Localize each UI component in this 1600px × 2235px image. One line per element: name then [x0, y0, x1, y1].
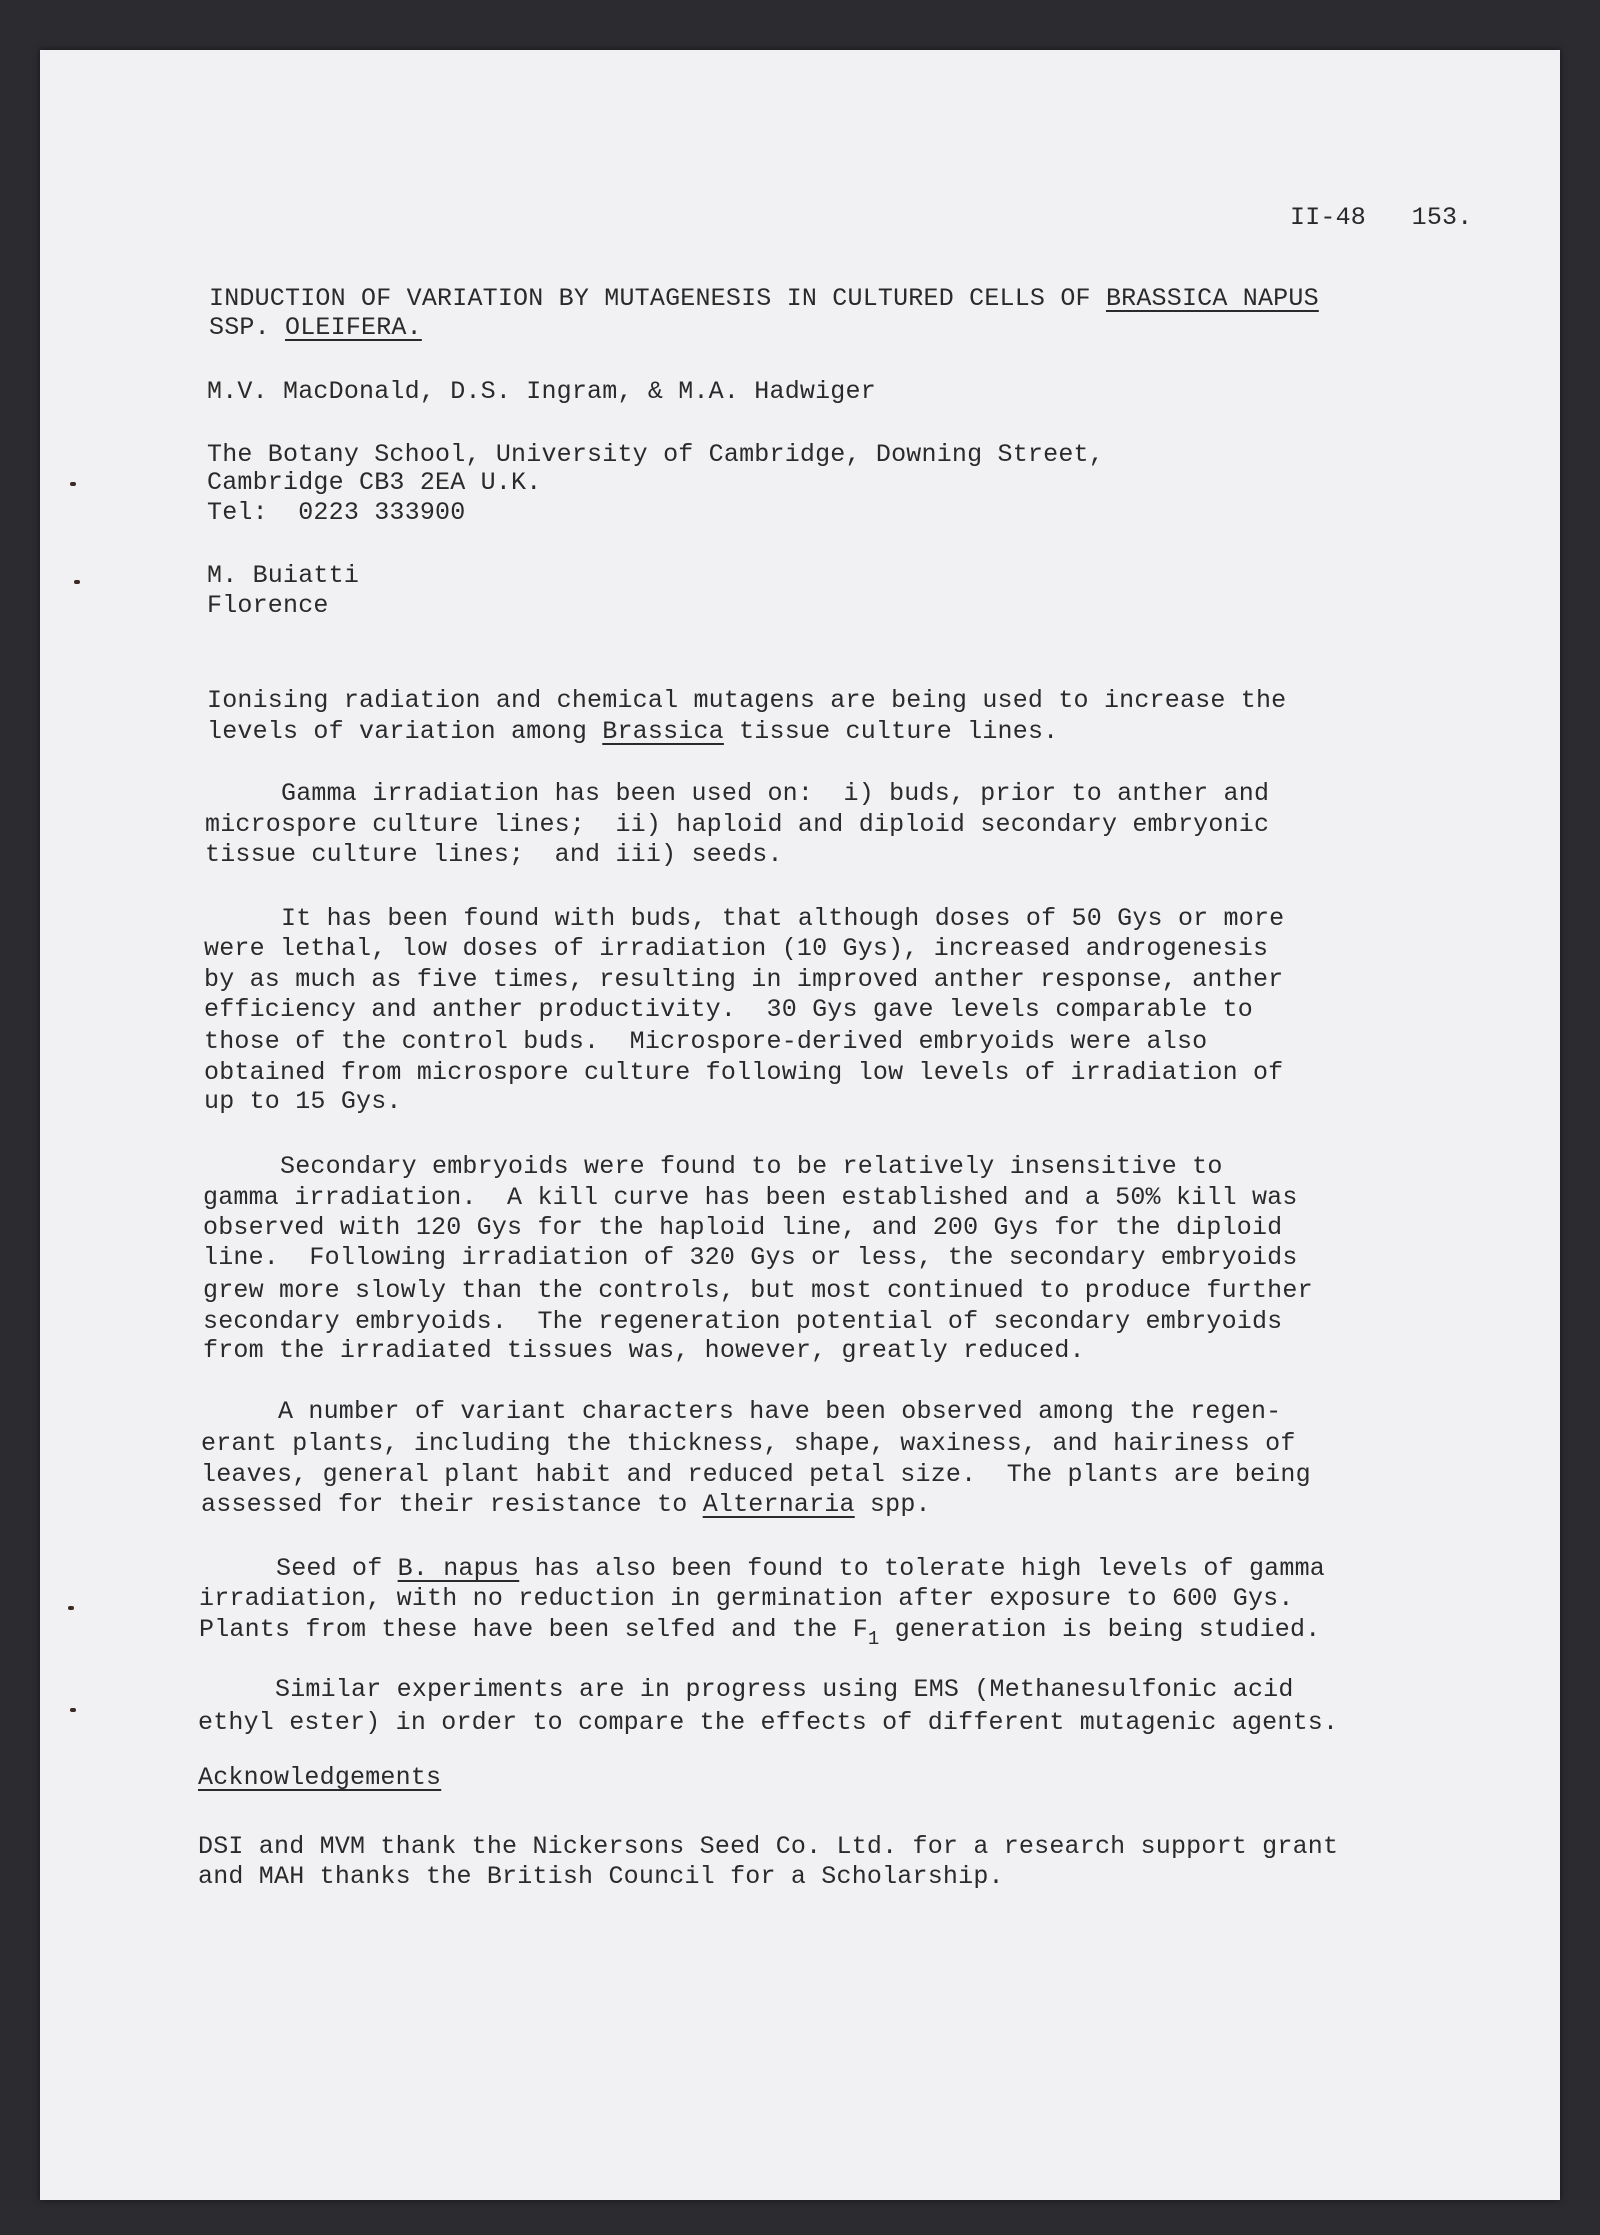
- text-line: [205, 810, 1269, 840]
- text-line: [280, 1152, 1223, 1182]
- text-segment: M.V. MacDonald, D.S. Ingram, & M.A. Hadwiger: [207, 377, 876, 406]
- text-line: [204, 1027, 1207, 1057]
- text-segment: spp.: [854, 1490, 931, 1519]
- text-segment: microspore culture lines; ii) haploid and diploid secondary embryonic: [205, 810, 1270, 839]
- text-line: [204, 995, 1253, 1025]
- subscript-text: 1: [867, 1628, 880, 1650]
- text-line: [201, 1429, 1296, 1459]
- text-line: [276, 1554, 1325, 1584]
- text-line: [204, 1087, 402, 1117]
- text-line: [203, 1276, 1313, 1306]
- text-line: [203, 1183, 1298, 1213]
- text-segment: observed with 120 Gys for the haploid line, and 200 Gys for the diploid: [203, 1213, 1283, 1242]
- text-segment: Plants from these have been selfed and the F: [199, 1615, 868, 1644]
- text-segment: Florence: [207, 591, 329, 620]
- margin-mark: [74, 580, 80, 584]
- text-line: [207, 561, 359, 591]
- text-segment: assessed for their resistance to: [201, 1490, 703, 1519]
- margin-mark: [68, 1606, 74, 1610]
- text-segment: efficiency and anther productivity. 30 Gys gave levels comparable to: [204, 995, 1253, 1024]
- text-segment: those of the control buds. Microspore-derived embryoids were also: [204, 1027, 1208, 1056]
- text-line: [209, 313, 422, 343]
- text-line: [204, 1058, 1283, 1088]
- text-line: [199, 1615, 1320, 1654]
- text-line: [207, 377, 876, 407]
- page-reference: II-48 153.: [1290, 203, 1473, 232]
- text-line: [209, 284, 1319, 314]
- text-segment: M. Buiatti: [207, 561, 360, 590]
- underlined-text: Acknowledgements: [198, 1763, 442, 1792]
- text-line: [203, 1213, 1282, 1243]
- text-line: [207, 468, 541, 498]
- text-segment: irradiation, with no reduction in germination after exposure to 600 Gys.: [199, 1584, 1294, 1613]
- text-line: [201, 1490, 931, 1520]
- text-line: [204, 965, 1283, 995]
- text-segment: were lethal, low doses of irradiation (10 Gys), increased androgenesis: [204, 934, 1269, 963]
- text-segment: leaves, general plant habit and reduced petal size. The plants are being: [201, 1460, 1311, 1489]
- text-line: [205, 840, 783, 870]
- text-segment: Secondary embryoids were found to be relatively insensitive to: [280, 1152, 1223, 1181]
- text-line: [207, 717, 1058, 747]
- text-segment: and MAH thanks the British Council for a Scholarship.: [198, 1862, 1004, 1891]
- text-line: [281, 904, 1284, 934]
- text-segment: tissue culture lines; and iii) seeds.: [205, 840, 783, 869]
- text-segment: A number of variant characters have been observed among the regen-: [278, 1397, 1282, 1426]
- text-segment: SSP.: [209, 313, 286, 342]
- text-segment: DSI and MVM thank the Nickersons Seed Co. Ltd. for a research support grant: [198, 1832, 1339, 1861]
- text-line: [203, 1336, 1085, 1366]
- text-line: [278, 1397, 1281, 1427]
- text-segment: ethyl ester) in order to compare the effects of different mutagenic agents.: [198, 1708, 1339, 1737]
- text-line: [198, 1832, 1338, 1862]
- text-segment: Tel: 0223 333900: [207, 498, 466, 527]
- underlined-text: B. napus: [397, 1554, 520, 1583]
- text-line: [207, 686, 1286, 716]
- text-segment: by as much as five times, resulting in improved anther response, anther: [204, 965, 1284, 994]
- underlined-text: Alternaria: [702, 1490, 855, 1519]
- text-line: [204, 934, 1268, 964]
- text-line: [198, 1708, 1338, 1738]
- text-segment: secondary embryoids. The regeneration potential of secondary embryoids: [203, 1307, 1283, 1336]
- text-segment: up to 15 Gys.: [204, 1087, 402, 1116]
- margin-mark: [70, 482, 76, 486]
- text-segment: grew more slowly than the controls, but most continued to produce further: [203, 1276, 1313, 1305]
- text-line: [207, 591, 329, 621]
- text-segment: INDUCTION OF VARIATION BY MUTAGENESIS IN CULTURED CELLS OF: [209, 284, 1106, 313]
- text-segment: levels of variation among: [207, 717, 603, 746]
- text-line: [201, 1460, 1311, 1490]
- underlined-text: BRASSICA NAPUS: [1105, 284, 1319, 313]
- text-line: [198, 1862, 1004, 1892]
- text-line: [207, 498, 465, 528]
- underlined-text: OLEIFERA.: [285, 313, 422, 342]
- underlined-text: Brassica: [602, 717, 724, 746]
- text-segment: Gamma irradiation has been used on: i) buds, prior to anther and: [281, 779, 1270, 808]
- text-line: [203, 1243, 1298, 1273]
- text-segment: Similar experiments are in progress using EMS (Methanesulfonic acid: [275, 1675, 1294, 1704]
- text-line: [281, 779, 1269, 809]
- text-line: [275, 1675, 1294, 1705]
- text-segment: Seed of: [276, 1554, 398, 1583]
- text-segment: Cambridge CB3 2EA U.K.: [207, 468, 542, 497]
- text-segment: Ionising radiation and chemical mutagens are being used to increase the: [207, 686, 1287, 715]
- text-line: [198, 1763, 441, 1793]
- text-segment: from the irradiated tissues was, however, greatly reduced.: [203, 1336, 1085, 1365]
- text-segment: gamma irradiation. A kill curve has been established and a 50% kill was: [203, 1183, 1298, 1212]
- text-line: [203, 1307, 1282, 1337]
- text-segment: has also been found to tolerate high levels of gamma: [519, 1554, 1325, 1583]
- text-segment: line. Following irradiation of 320 Gys or less, the secondary embryoids: [203, 1243, 1298, 1272]
- text-segment: obtained from microspore culture following low levels of irradiation of: [204, 1058, 1284, 1087]
- text-segment: The Botany School, University of Cambridge, Downing Street,: [207, 440, 1104, 469]
- text-line: [199, 1584, 1294, 1614]
- margin-mark: [70, 1708, 76, 1712]
- text-segment: tissue culture lines.: [723, 717, 1059, 746]
- text-segment: generation is being studied.: [879, 1615, 1321, 1644]
- text-line: [207, 440, 1104, 470]
- text-segment: erant plants, including the thickness, shape, waxiness, and hairiness of: [201, 1429, 1296, 1458]
- text-segment: It has been found with buds, that although doses of 50 Gys or more: [281, 904, 1285, 933]
